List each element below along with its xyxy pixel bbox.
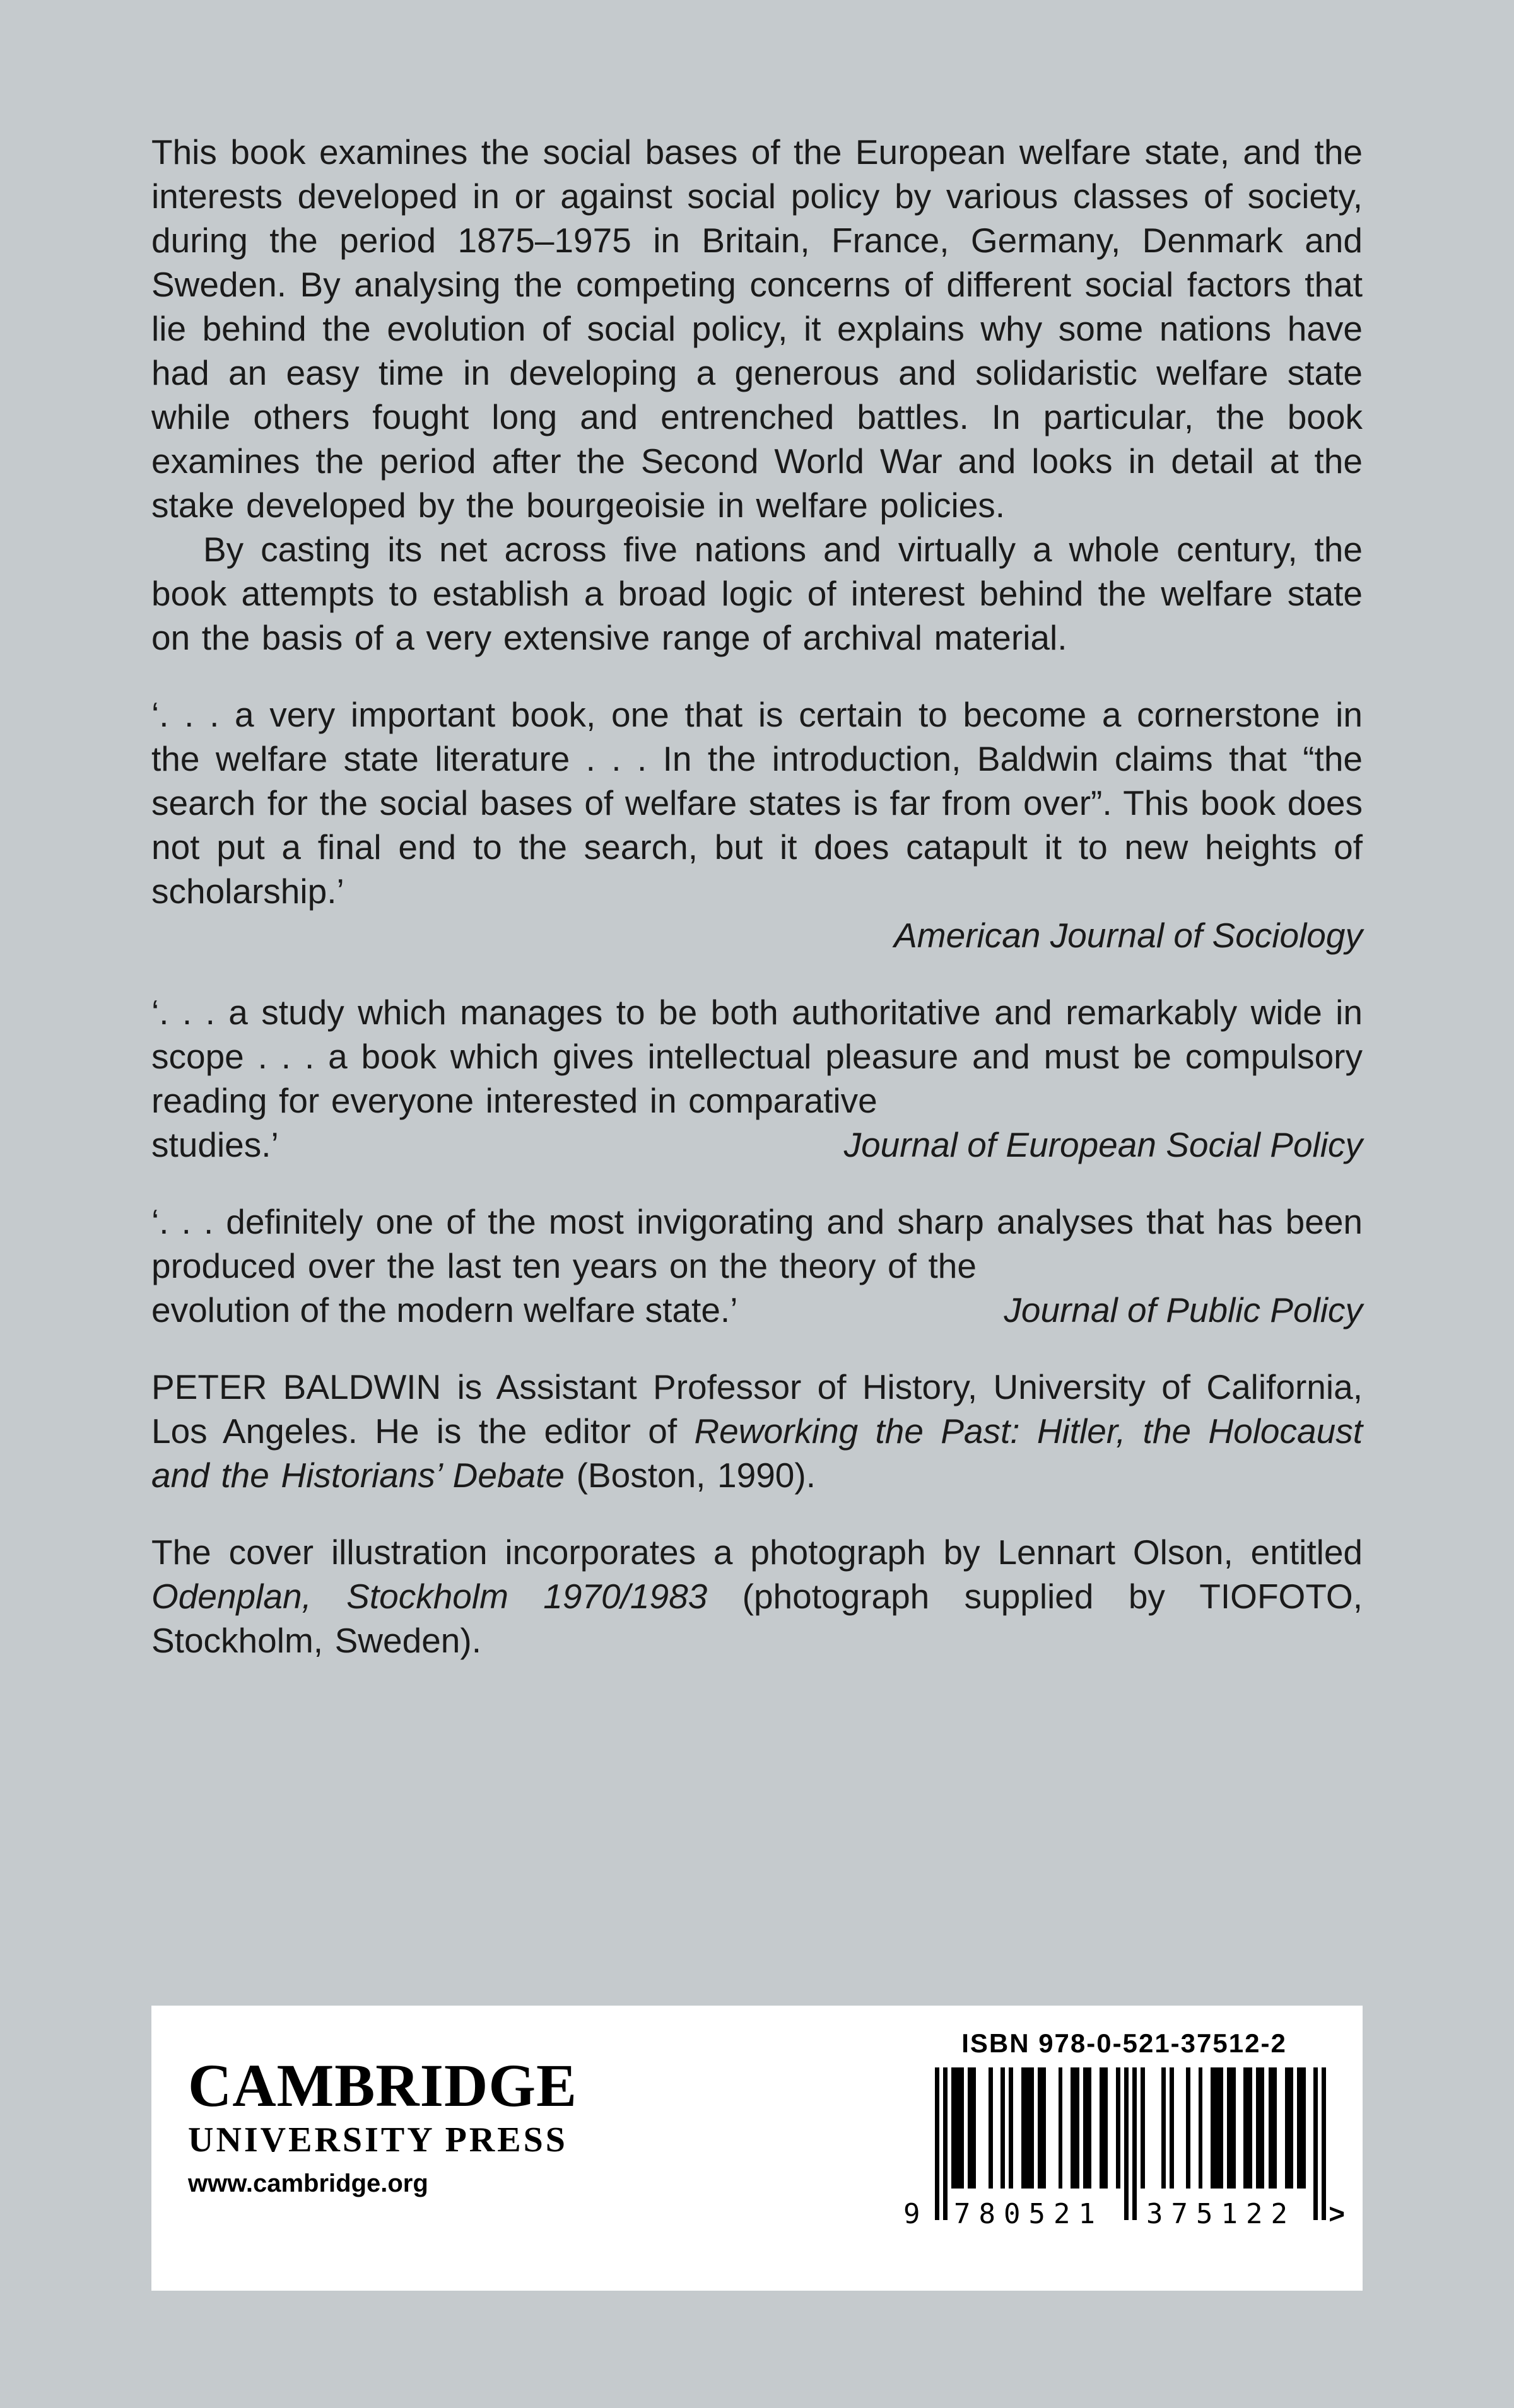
- review-american-journal-of-sociology: [151, 693, 1363, 957]
- book-title-italic: Reworking the Past: Hitler, the Holocaust and the Historians’ Debate: [151, 1411, 1363, 1495]
- review-journal-of-european-social-policy: [151, 990, 1363, 1167]
- review-text: ‘. . . a very important book, one that is certain to become a cornerstone in the welfare state literature . . . In the introduction, Baldwin claims that “the search for the social bases of welfare states is far from over”. This book does not put a final end to the search, but it does catapult it to new heights of scholarship.’: [151, 695, 1363, 911]
- review-text: ‘. . . a study which manages to be both authoritative and remarkably wide in scope . . . a book which gives intellectual pleasure and must be compulsory reading for everyone interested in comparative: [151, 993, 1363, 1120]
- photo-title-italic: Odenplan, Stockholm 1970/1983: [151, 1577, 708, 1616]
- cambridge-university-press-logo: [151, 2006, 577, 2291]
- cover-note-text-2: (photograph supplied by TIOFOTO, Stockholm, Sweden).: [151, 1577, 1363, 1660]
- review-attribution: Journal of European Social Policy: [843, 1125, 1363, 1164]
- isbn-block: [903, 2006, 1363, 2291]
- author-note-text-2: (Boston, 1990).: [565, 1456, 816, 1495]
- review-attribution: Journal of Public Policy: [1004, 1290, 1363, 1330]
- review-journal-of-public-policy: [151, 1200, 1363, 1332]
- barcode: [903, 2067, 1345, 2257]
- barcode-digits-right-group: 375122: [1146, 2198, 1296, 2230]
- publisher-website: www.cambridge.org: [188, 2170, 428, 2197]
- cambridge-wordmark: CAMBRIDGE: [188, 2052, 578, 2119]
- author-note: [151, 1365, 1363, 1497]
- barcode-digits-left-group: 780521: [954, 2198, 1103, 2230]
- barcode-digits: [903, 2198, 1345, 2230]
- review-attribution: American Journal of Sociology: [894, 916, 1363, 955]
- isbn-label: ISBN 978-0-521-37512-2: [961, 2028, 1287, 2058]
- review-last-line-text: studies.’: [151, 1125, 279, 1164]
- synopsis-paragraph-2: By casting its net across five nations and virtually a whole century, the book attempts to establish a broad logic of interest behind the welfare state on the basis of a very extensive range of archival material.: [151, 530, 1363, 657]
- barcode-quiet-zone-arrow: >: [1329, 2199, 1345, 2230]
- cover-note-text-1: The cover illustration incorporates a photograph by Lennart Olson, entitled: [151, 1533, 1363, 1572]
- barcode-digit-lead: 9: [903, 2198, 920, 2230]
- synopsis-paragraph-1: This book examines the social bases of the European welfare state, and the interests developed in or against social policy by various classes of society, during the period 1875–1975 in Britain, France, Germany, Denmark and Sweden. By analysing the competing concerns of different social factors that lie behind the evolution of social policy, it explains why some nations have had an easy time in developing a generous and solidaristic welfare state while others fought long and entrenched battles. In particular, the book examines the period after the Second World War and looks in detail at the stake developed by the bourgeoisie in welfare policies.: [151, 132, 1363, 525]
- cover-illustration-note: [151, 1530, 1363, 1663]
- review-last-line-text: evolution of the modern welfare state.’: [151, 1290, 738, 1330]
- review-last-line: [151, 1123, 1363, 1167]
- author-note-text-1: PETER BALDWIN is Assistant Professor of History, University of California, Los Angeles. He is the editor of: [151, 1367, 1363, 1451]
- review-text: ‘. . . definitely one of the most invigorating and sharp analyses that has been produced over the last ten years on the theory of the: [151, 1202, 1363, 1285]
- publisher-box: [151, 2006, 1363, 2291]
- back-cover-text: [151, 130, 1363, 1663]
- university-press-label: UNIVERSITY PRESS: [188, 2120, 568, 2160]
- review-last-line: [151, 1288, 1363, 1332]
